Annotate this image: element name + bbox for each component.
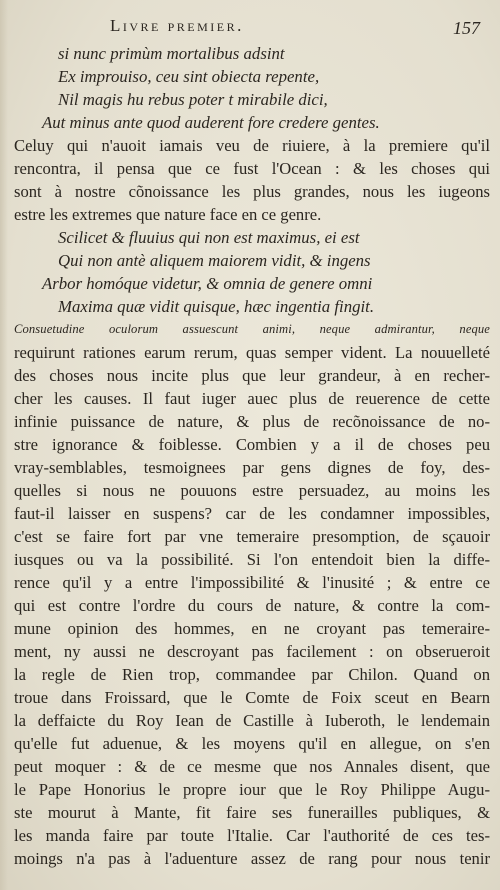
text-line: ment, ny aussi ne descroyant pas facilement : on obserueroit: [14, 642, 490, 661]
text-line: qu'elle fut aduenue, & les moyens qu'il en allegue, on s'en: [14, 734, 490, 753]
text-line: c'est se faire fort par vne temeraire presomption, de sçauoir: [14, 527, 490, 546]
text-line: rence qu'il y a entre l'impossibilité & l'inusité ; & entre ce: [14, 573, 490, 592]
text-line: peut moquer : & de ce mesme que nos Annales disent, que: [14, 757, 490, 776]
text-line: faut-il laisser en suspens? car de les condamner impossibles,: [14, 504, 490, 523]
quotation-line: Consuetudine oculorum assuescunt animi, neque admirantur, neque: [14, 322, 490, 336]
page-gutter-shadow: [0, 0, 8, 890]
text-line: troue dans Froissard, que le Comte de Foix sceut en Bearn: [14, 688, 490, 707]
page-number: 157: [453, 18, 480, 38]
page-header: [110, 14, 480, 42]
running-head: Livre premier.: [110, 16, 244, 35]
text-line: qui est contre l'ordre du cours de nature, & contre la com-: [14, 596, 490, 615]
verse-line: Qui non antè aliquem maiorem vidit, & ingens: [58, 251, 371, 270]
text-line: Celuy qui n'auoit iamais veu de riuiere, à la premiere qu'il: [14, 136, 490, 155]
verse-line: Maxima quæ vidit quisque, hæc ingentia fingit.: [58, 297, 375, 316]
text-line: estre les extremes que nature face en ce genre.: [14, 205, 322, 224]
text-line: stre ignorance & foiblesse. Combien y a il de choses peu: [14, 435, 490, 454]
text-line: iusques ou va la possibilité. Si l'on entendoit bien la diffe-: [14, 550, 490, 569]
text-line: mune opinion des hommes, en ne croyant pas temeraire-: [14, 619, 490, 638]
text-line: sont à nostre cõnoissance les plus grandes, nous les iugeons: [14, 182, 490, 201]
body-text: [14, 42, 490, 870]
text-line: requirunt rationes earum rerum, quas semper vident. La nouuelleté: [14, 343, 490, 362]
text-line: cher les causes. Il faut iuger auec plus de reuerence de cette: [14, 389, 490, 408]
text-line: des choses nous incite plus que leur grandeur, à en recher-: [14, 366, 490, 385]
text-line: vray-semblables, tesmoignees par gens dignes de foy, des-: [14, 458, 490, 477]
verse-line: Nil magis hu rebus poter t mirabile dici,: [58, 90, 328, 109]
text-line: rencontra, il pensa que ce fust l'Ocean : & les choses qui: [14, 159, 490, 178]
text-line: quelles si nous ne pouuons estre persuadez, au moins les: [14, 481, 490, 500]
verse-line: si nunc primùm mortalibus adsint: [58, 44, 285, 63]
text-line: ste mourut à Mante, fit faire ses funerailles publiques, &: [14, 803, 490, 822]
verse-line: Ex improuiso, ceu sint obiecta repente,: [58, 67, 320, 86]
text-line: le Pape Honorius le propre iour que le Roy Philippe Augu-: [14, 780, 490, 799]
verse-line: Scilicet & fluuius qui non est maximus, ei est: [58, 228, 360, 247]
text-line: la deffaicte du Roy Iean de Castille à Iuberoth, le lendemain: [14, 711, 490, 730]
verse-line: Aut minus ante quod auderent fore credere gentes.: [42, 113, 380, 132]
text-line: moings n'a pas à l'aduenture assez de rang pour nous tenir: [14, 849, 490, 868]
text-line: la regle de Rien trop, commandee par Chilon. Quand on: [14, 665, 490, 684]
text-line: infinie puissance de nature, & plus de recõnoissance de no-: [14, 412, 490, 431]
text-line: les manda faire par toute l'Italie. Car l'authorité de ces tes-: [14, 826, 490, 845]
verse-line: Arbor homóque videtur, & omnia de genere omni: [42, 274, 373, 293]
